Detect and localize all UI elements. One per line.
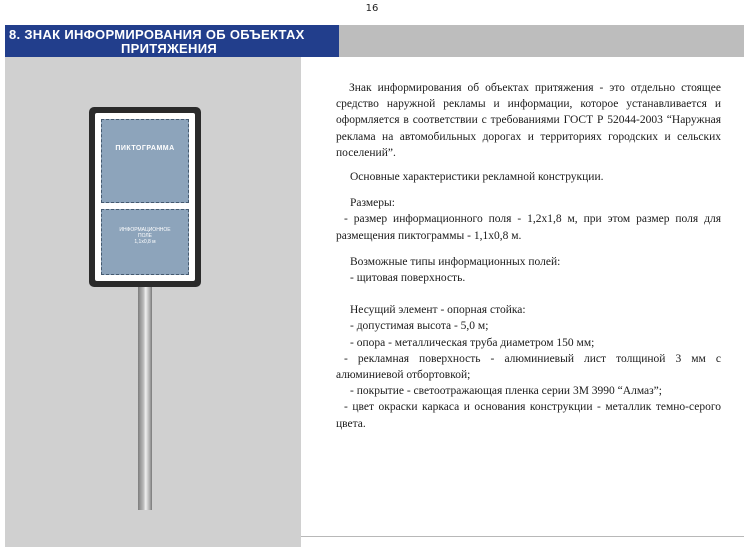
- characteristics-heading: Основные характеристики рекламной конструкции.: [350, 171, 604, 184]
- sizes-heading: Размеры:: [350, 197, 395, 210]
- page-number: 16: [365, 3, 379, 14]
- intro-paragraph: Знак информирования об объектах притяжения - это отдельно стоящее средство наружной рекламы и информации, которое устанавливается и оформляется в соответствии с требованиями ГОСТ Р 52044-2003 “Наружная реклама на автомобильных дорогах и территориях городских и сельских поселений”.: [336, 82, 721, 159]
- support-heading: Несущий элемент - опорная стойка:: [350, 304, 526, 317]
- pictogram-field: [101, 119, 189, 203]
- support-item: - опора - металлическая труба диаметром 150 мм;: [350, 336, 595, 349]
- info-field: [101, 209, 189, 275]
- section-title-bar: [5, 25, 339, 57]
- section-title-line2: ПРИТЯЖЕНИЯ: [121, 41, 217, 56]
- pictogram-label: ПИКТОГРАММА: [115, 145, 175, 152]
- sizes-line: - размер информационного поля - 1,2х1,8 м, при этом размер поля для размещения пиктограммы - 1,1х0,8 м.: [336, 213, 721, 242]
- support-item: - покрытие - светоотражающая пленка серии 3М 3990 “Алмаз”;: [350, 385, 662, 398]
- support-item: - цвет окраски каркаса и основания конструкции - металлик темно-серого цвета.: [336, 401, 721, 430]
- bottom-divider: [301, 536, 744, 537]
- info-field-label-2: ПОЛЕ: [137, 233, 153, 239]
- section-title-line1: 8. ЗНАК ИНФОРМИРОВАНИЯ ОБ ОБЪЕКТАХ: [9, 27, 305, 42]
- field-types-item: - щитовая поверхность.: [350, 272, 466, 285]
- support-item: - допустимая высота - 5,0 м;: [350, 320, 489, 333]
- support-item: - рекламная поверхность - алюминиевый лист толщиной 3 мм с алюминиевой отбортовкой;: [336, 352, 721, 382]
- header-band: [339, 25, 744, 57]
- info-field-label-1: ИНФОРМАЦИОННОЕ: [119, 227, 171, 233]
- sign-frame: [89, 107, 201, 287]
- description-text: [336, 80, 721, 432]
- field-types-heading: Возможные типы информационных полей:: [350, 255, 561, 268]
- sign-face: [95, 113, 195, 281]
- info-field-label-3: 1,1х0,8 м: [134, 239, 156, 245]
